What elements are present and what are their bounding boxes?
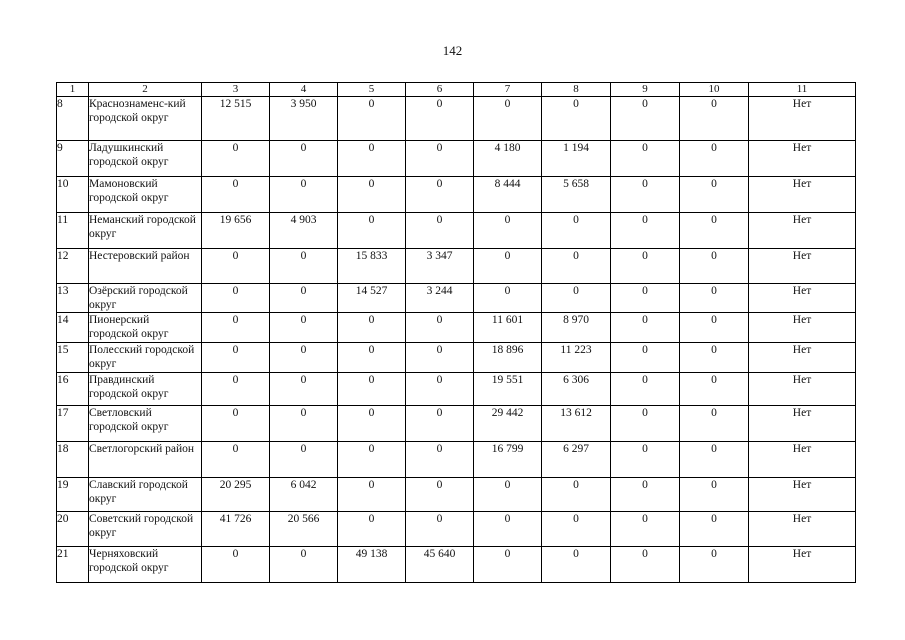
- cell-c9: 0: [611, 512, 680, 547]
- cell-c11: Нет: [749, 141, 856, 177]
- cell-c7: 11 601: [474, 313, 542, 343]
- cell-c3: 0: [202, 284, 270, 313]
- cell-c9: 0: [611, 442, 680, 478]
- cell-c6: 0: [406, 406, 474, 442]
- cell-c7: 0: [474, 249, 542, 284]
- table-row: [57, 512, 856, 547]
- cell-c4: 0: [270, 373, 338, 406]
- cell-c7: 0: [474, 97, 542, 141]
- table-row: [57, 313, 856, 343]
- cell-c10: 0: [680, 442, 749, 478]
- cell-c3: 0: [202, 406, 270, 442]
- cell-c7: 0: [474, 284, 542, 313]
- cell-c6: 0: [406, 373, 474, 406]
- cell-c5: 0: [338, 406, 406, 442]
- municipality-name: Черняховский городской округ: [89, 547, 202, 583]
- municipality-name: Неманский городской округ: [89, 213, 202, 249]
- cell-c5: 0: [338, 478, 406, 512]
- cell-c10: 0: [680, 478, 749, 512]
- cell-c3: 20 295: [202, 478, 270, 512]
- row-number: 13: [57, 284, 89, 313]
- cell-c11: Нет: [749, 547, 856, 583]
- cell-c8: 6 306: [542, 373, 611, 406]
- cell-c8: 0: [542, 213, 611, 249]
- row-number: 19: [57, 478, 89, 512]
- table-row: [57, 284, 856, 313]
- municipality-name: Ладушкинский городской округ: [89, 141, 202, 177]
- cell-c5: 0: [338, 512, 406, 547]
- cell-c10: 0: [680, 343, 749, 373]
- cell-c4: 4 903: [270, 213, 338, 249]
- cell-c8: 0: [542, 547, 611, 583]
- row-number: 16: [57, 373, 89, 406]
- cell-c5: 0: [338, 373, 406, 406]
- cell-c4: 3 950: [270, 97, 338, 141]
- cell-c7: 19 551: [474, 373, 542, 406]
- cell-c4: 0: [270, 177, 338, 213]
- cell-c11: Нет: [749, 343, 856, 373]
- row-number: 8: [57, 97, 89, 141]
- municipality-name: Пионерский городской округ: [89, 313, 202, 343]
- cell-c9: 0: [611, 478, 680, 512]
- cell-c9: 0: [611, 343, 680, 373]
- column-header-11: 11: [749, 83, 856, 97]
- cell-c6: 3 347: [406, 249, 474, 284]
- municipality-name: Краснознаменс-кий городской округ: [89, 97, 202, 141]
- table-row: [57, 406, 856, 442]
- table-row: [57, 177, 856, 213]
- row-number: 11: [57, 213, 89, 249]
- row-number: 20: [57, 512, 89, 547]
- cell-c11: Нет: [749, 249, 856, 284]
- municipality-name: Светловский городской округ: [89, 406, 202, 442]
- cell-c10: 0: [680, 177, 749, 213]
- cell-c10: 0: [680, 249, 749, 284]
- cell-c9: 0: [611, 249, 680, 284]
- cell-c8: 8 970: [542, 313, 611, 343]
- column-header-6: 6: [406, 83, 474, 97]
- cell-c3: 41 726: [202, 512, 270, 547]
- cell-c10: 0: [680, 213, 749, 249]
- municipality-name: Мамоновский городской округ: [89, 177, 202, 213]
- column-header-3: 3: [202, 83, 270, 97]
- row-number: 10: [57, 177, 89, 213]
- row-number: 9: [57, 141, 89, 177]
- row-number: 14: [57, 313, 89, 343]
- cell-c5: 0: [338, 177, 406, 213]
- cell-c3: 0: [202, 249, 270, 284]
- row-number: 17: [57, 406, 89, 442]
- cell-c6: 3 244: [406, 284, 474, 313]
- cell-c5: 0: [338, 313, 406, 343]
- cell-c7: 29 442: [474, 406, 542, 442]
- table-body: [57, 97, 856, 583]
- municipality-name: Советский городской округ: [89, 512, 202, 547]
- cell-c8: 1 194: [542, 141, 611, 177]
- cell-c9: 0: [611, 97, 680, 141]
- cell-c10: 0: [680, 141, 749, 177]
- cell-c4: 0: [270, 141, 338, 177]
- cell-c7: 16 799: [474, 442, 542, 478]
- cell-c3: 0: [202, 343, 270, 373]
- cell-c10: 0: [680, 406, 749, 442]
- municipality-name: Славский городской округ: [89, 478, 202, 512]
- municipality-name: Нестеровский район: [89, 249, 202, 284]
- cell-c6: 0: [406, 177, 474, 213]
- table-row: [57, 478, 856, 512]
- table-row: [57, 373, 856, 406]
- cell-c4: 0: [270, 284, 338, 313]
- cell-c9: 0: [611, 313, 680, 343]
- cell-c6: 0: [406, 343, 474, 373]
- cell-c11: Нет: [749, 512, 856, 547]
- cell-c3: 19 656: [202, 213, 270, 249]
- cell-c5: 0: [338, 141, 406, 177]
- cell-c3: 0: [202, 313, 270, 343]
- cell-c6: 0: [406, 213, 474, 249]
- cell-c11: Нет: [749, 373, 856, 406]
- row-number: 12: [57, 249, 89, 284]
- cell-c6: 0: [406, 442, 474, 478]
- cell-c5: 49 138: [338, 547, 406, 583]
- table-row: [57, 547, 856, 583]
- cell-c6: 0: [406, 313, 474, 343]
- cell-c11: Нет: [749, 442, 856, 478]
- cell-c8: 13 612: [542, 406, 611, 442]
- table-row: [57, 97, 856, 141]
- column-header-10: 10: [680, 83, 749, 97]
- cell-c7: 0: [474, 213, 542, 249]
- cell-c10: 0: [680, 512, 749, 547]
- cell-c7: 0: [474, 547, 542, 583]
- cell-c3: 0: [202, 373, 270, 406]
- cell-c5: 0: [338, 343, 406, 373]
- cell-c11: Нет: [749, 97, 856, 141]
- row-number: 15: [57, 343, 89, 373]
- column-header-5: 5: [338, 83, 406, 97]
- header-row: [57, 83, 856, 97]
- cell-c10: 0: [680, 547, 749, 583]
- table-row: [57, 213, 856, 249]
- cell-c8: 6 297: [542, 442, 611, 478]
- cell-c8: 11 223: [542, 343, 611, 373]
- municipality-name: Озёрский городской округ: [89, 284, 202, 313]
- table-row: [57, 141, 856, 177]
- table-row: [57, 442, 856, 478]
- cell-c9: 0: [611, 406, 680, 442]
- cell-c6: 0: [406, 141, 474, 177]
- cell-c7: 8 444: [474, 177, 542, 213]
- cell-c5: 0: [338, 442, 406, 478]
- cell-c11: Нет: [749, 406, 856, 442]
- cell-c3: 0: [202, 177, 270, 213]
- cell-c8: 0: [542, 249, 611, 284]
- cell-c9: 0: [611, 213, 680, 249]
- cell-c10: 0: [680, 97, 749, 141]
- cell-c7: 4 180: [474, 141, 542, 177]
- row-number: 21: [57, 547, 89, 583]
- cell-c4: 6 042: [270, 478, 338, 512]
- cell-c3: 0: [202, 442, 270, 478]
- cell-c9: 0: [611, 177, 680, 213]
- cell-c3: 0: [202, 141, 270, 177]
- municipality-name: Правдинский городской округ: [89, 373, 202, 406]
- cell-c10: 0: [680, 313, 749, 343]
- municipality-name: Полесский городской округ: [89, 343, 202, 373]
- cell-c5: 14 527: [338, 284, 406, 313]
- table-row: [57, 343, 856, 373]
- column-header-4: 4: [270, 83, 338, 97]
- cell-c8: 0: [542, 478, 611, 512]
- cell-c5: 0: [338, 213, 406, 249]
- cell-c11: Нет: [749, 313, 856, 343]
- cell-c4: 0: [270, 406, 338, 442]
- cell-c6: 0: [406, 97, 474, 141]
- cell-c11: Нет: [749, 284, 856, 313]
- cell-c10: 0: [680, 284, 749, 313]
- column-header-2: 2: [89, 83, 202, 97]
- cell-c5: 0: [338, 97, 406, 141]
- municipality-name: Светлогорский район: [89, 442, 202, 478]
- cell-c7: 18 896: [474, 343, 542, 373]
- cell-c4: 0: [270, 313, 338, 343]
- cell-c11: Нет: [749, 478, 856, 512]
- cell-c9: 0: [611, 284, 680, 313]
- cell-c4: 0: [270, 249, 338, 284]
- cell-c8: 0: [542, 97, 611, 141]
- table-row: [57, 249, 856, 284]
- cell-c4: 0: [270, 547, 338, 583]
- cell-c3: 0: [202, 547, 270, 583]
- cell-c8: 0: [542, 284, 611, 313]
- cell-c6: 0: [406, 512, 474, 547]
- column-header-9: 9: [611, 83, 680, 97]
- row-number: 18: [57, 442, 89, 478]
- cell-c7: 0: [474, 512, 542, 547]
- cell-c9: 0: [611, 373, 680, 406]
- page-number: 142: [442, 43, 463, 58]
- cell-c10: 0: [680, 373, 749, 406]
- cell-c11: Нет: [749, 177, 856, 213]
- data-table: [56, 82, 856, 583]
- cell-c4: 20 566: [270, 512, 338, 547]
- cell-c6: 0: [406, 478, 474, 512]
- column-header-7: 7: [474, 83, 542, 97]
- cell-c8: 5 658: [542, 177, 611, 213]
- cell-c3: 12 515: [202, 97, 270, 141]
- cell-c9: 0: [611, 547, 680, 583]
- cell-c5: 15 833: [338, 249, 406, 284]
- cell-c11: Нет: [749, 213, 856, 249]
- column-header-1: 1: [57, 83, 89, 97]
- cell-c8: 0: [542, 512, 611, 547]
- cell-c7: 0: [474, 478, 542, 512]
- cell-c4: 0: [270, 442, 338, 478]
- cell-c9: 0: [611, 141, 680, 177]
- column-header-8: 8: [542, 83, 611, 97]
- cell-c6: 45 640: [406, 547, 474, 583]
- cell-c4: 0: [270, 343, 338, 373]
